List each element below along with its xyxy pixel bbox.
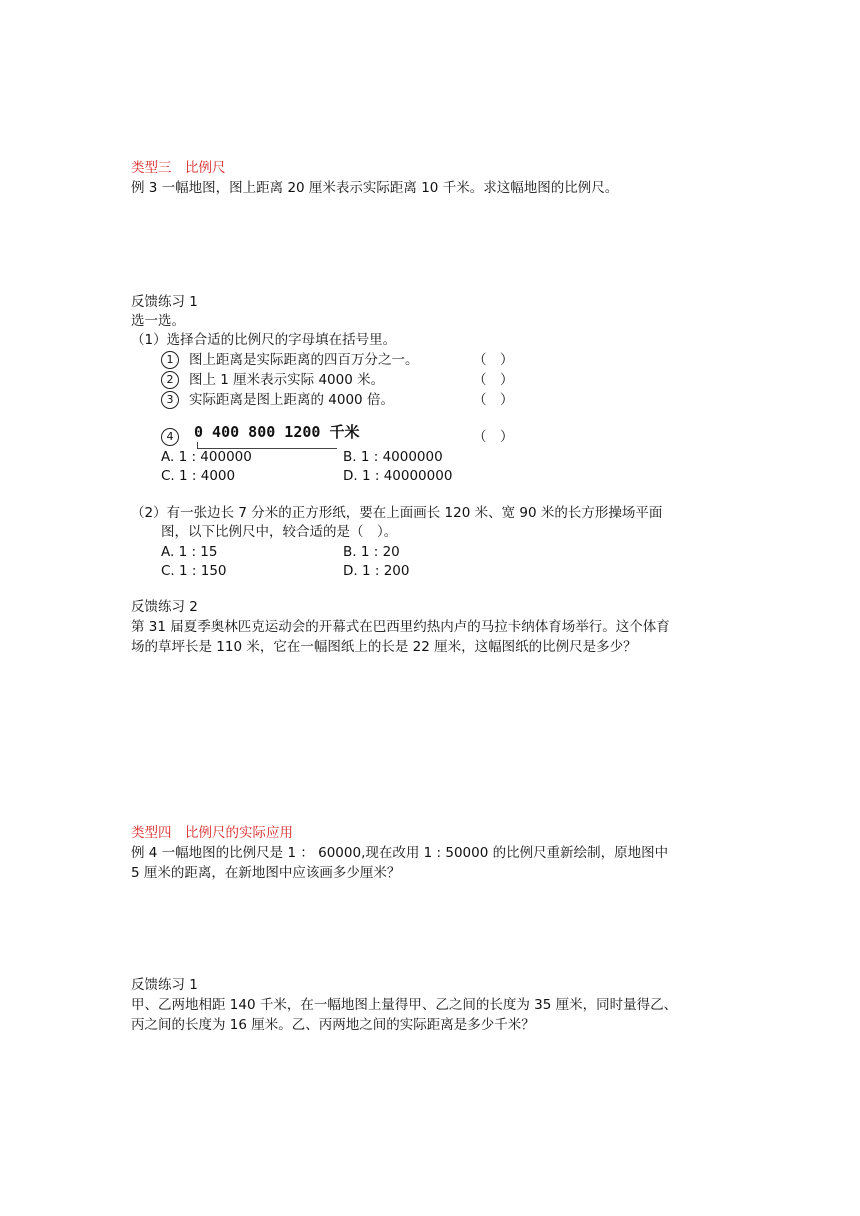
- question2-line1: （2）有一张边长 7 分米的正方形纸，要在上面画长 120 米、宽 90 米的长方形操场平面: [131, 505, 663, 521]
- practice2-line2: 场的草坪长是 110 米，它在一幅图纸上的长是 22 厘米，这幅图纸的比例尺是多少？: [131, 639, 637, 655]
- practice2-line1: 第 31 届夏季奥林匹克运动会的开幕式在巴西里约热内卢的马拉卡纳体育场举行。这个体育: [131, 619, 670, 635]
- answer-blank: （ ）: [473, 352, 514, 368]
- item-4: [161, 427, 189, 447]
- example4-line1: 例 4 一幅地图的比例尺是 1 ： 60000,现在改用 1 : 50000 的比例尺重新绘制，原地图中: [131, 845, 669, 861]
- question2-line2: 图，以下比例尺中，较合适的是（ ）。: [161, 524, 398, 540]
- example4-line2: 5 厘米的距离，在新地图中应该画多少厘米？: [131, 865, 401, 881]
- item-text: 图上距离是实际距离的四百万分之一。: [189, 352, 419, 368]
- item-1: [161, 350, 419, 370]
- option-a: A. 1 : 15: [161, 544, 218, 560]
- circled-number: 4: [161, 428, 179, 446]
- answer-blank: （ ）: [473, 372, 514, 388]
- option-b: B. 1 : 20: [343, 544, 400, 560]
- answer-blank: （ ）: [473, 429, 514, 445]
- option-c: C. 1 : 4000: [161, 468, 236, 484]
- option-b: B. 1 : 4000000: [343, 449, 443, 465]
- scale-ruler-labels: 0 400 800 1200 千米: [194, 423, 360, 441]
- item-2: [161, 370, 384, 390]
- circled-number: 3: [161, 391, 179, 409]
- option-a: A. 1 : 400000: [161, 449, 252, 465]
- practice2-title: 反馈练习 2: [131, 599, 198, 615]
- example3-text: 例 3 一幅地图，图上距离 20 厘米表示实际距离 10 千米。求这幅地图的比例尺。: [131, 180, 619, 196]
- item-3: [161, 390, 394, 410]
- practice3-title: 反馈练习 1: [131, 977, 198, 993]
- option-c: C. 1 : 150: [161, 563, 227, 579]
- practice1-title: 反馈练习 1: [131, 294, 198, 310]
- item-text: 实际距离是图上距离的 4000 倍。: [189, 392, 394, 408]
- circled-number: 1: [161, 351, 179, 369]
- practice3-line2: 丙之间的长度为 16 厘米。乙、丙两地之间的实际距离是多少千米？: [131, 1017, 535, 1033]
- question1-text: （1）选择合适的比例尺的字母填在括号里。: [131, 332, 397, 348]
- option-d: D. 1 : 200: [343, 563, 410, 579]
- circled-number: 2: [161, 371, 179, 389]
- section3-title: 类型三 比例尺: [131, 160, 226, 176]
- item-text: 图上 1 厘米表示实际 4000 米。: [189, 372, 385, 388]
- practice3-line1: 甲、乙两地相距 140 千米，在一幅地图上量得甲、乙之间的长度为 35 厘米，同时量得乙、: [131, 997, 678, 1013]
- section4-title: 类型四 比例尺的实际应用: [131, 825, 293, 841]
- answer-blank: （ ）: [473, 392, 514, 408]
- practice1-subtitle: 选一选。: [131, 313, 185, 329]
- option-d: D. 1 : 40000000: [343, 468, 453, 484]
